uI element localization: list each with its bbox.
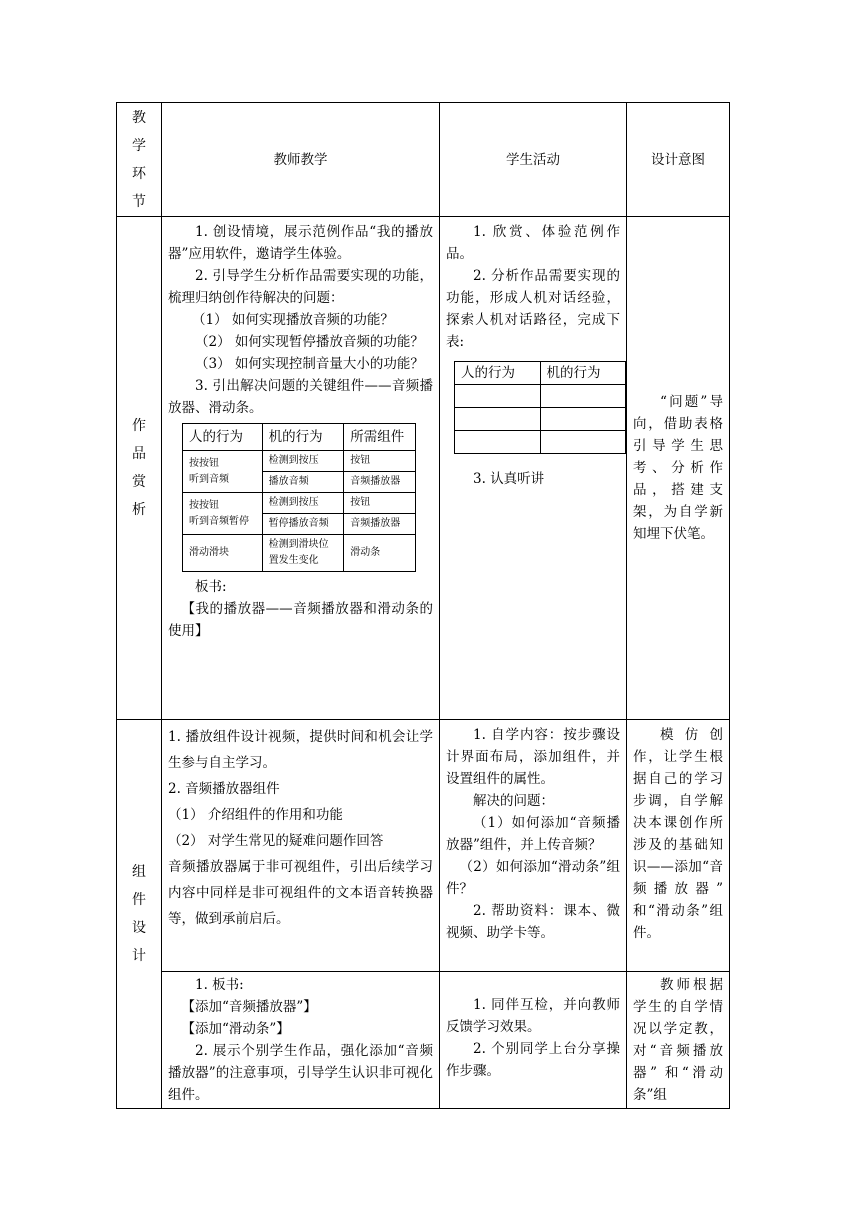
section-label-design: 组 件 设 计 xyxy=(117,720,162,1109)
student-cell-design-a: 1. 自学内容：按步骤设计界面布局，添加组件，并设置组件的属性。 解决的问题： （1）如何添加“音频播放器”组件，并上传音频？ （2）如何添加“滑动条”组件？ 2. 帮助资料：课本、微视频、助学卡等。 xyxy=(440,720,627,972)
student-cell-design-b: 1. 同伴互检，并向教师反馈学习效果。 2. 个别同学上台分享操作步骤。 xyxy=(440,972,627,1109)
stage-header: 教 学 环 节 xyxy=(117,103,162,217)
intent-cell-appreciation: “问题”导向，借助表格引导学生思考、分析作品，搭建支架，为自学新知埋下伏笔。 xyxy=(627,217,730,720)
intent-cell-design-b: 教师根据学生的自学情况以学定教，对“音频播放器” 和“滑动条”组 xyxy=(627,972,730,1109)
board-label: 板书: xyxy=(195,579,227,595)
student-cell-appreciation: 1. 欣赏、体验范例作品。 2. 分析作品需要实现的功能，形成人机对话经验，探索人机对话路径，完成下表: 人的行为 机的行为 3. 认真听讲 xyxy=(440,217,627,720)
teacher-cell-design-b: 1. 板书: 【添加“音频播放器”】 【添加“滑动条”】 2. 展示个别学生作品，强化添加“音频播放器”的注意事项，引导学生认识非可视化组件。 xyxy=(162,972,440,1109)
student-header: 学生活动 xyxy=(440,103,627,217)
section-design-a xyxy=(117,720,730,972)
lesson-plan-table xyxy=(116,102,730,1109)
section-appreciation xyxy=(117,217,730,720)
intent-header: 设计意图 xyxy=(627,103,730,217)
teacher-cell-appreciation: 1. 创设情境，展示范例作品“我的播放器”应用软件，邀请学生体验。 2. 引导学生分析作品需要实现的功能，梳理归纳创作待解决的问题： （1） 如何实现播放音频的功能？ （2） 如何实现暂停播放音频的功能？ （3） 如何实现控制音量大小的功能？ 3. 引出解决问题的关键组件——音频播放器、滑动条。 人的行为 机的行为 所需组件 按按钮 听到音频 检测到按压 按钮 播放音频 音频播放器 按按钮 听到音频暂停 检测到按压 按钮 暂停播放音频 音频播放器 滑动滑块 检测到滑块位置发生变化 滑动条 板书: 【我的播放器——音频播放器和滑动条的使用】 xyxy=(162,217,440,720)
section-design-b xyxy=(117,972,730,1109)
student-behavior-table: 人的行为 机的行为 xyxy=(454,361,626,454)
header-row xyxy=(117,103,730,217)
teacher-header: 教师教学 xyxy=(162,103,440,217)
board-text: 【我的播放器——音频播放器和滑动条的使用】 xyxy=(168,601,433,639)
teacher-cell-design-a: 1. 播放组件设计视频，提供时间和机会让学生参与自主学习。 2. 音频播放器组件 （1） 介绍组件的作用和功能 （2） 对学生常见的疑难问题作回答 音频播放器属于非可视组件，引出后续学习内容中同样是非可视组件的文本语音转换器等，做到承前启后。 xyxy=(162,720,440,972)
section-label-appreciation: 作 品 赏 析 xyxy=(117,217,162,720)
behavior-component-table: 人的行为 机的行为 所需组件 按按钮 听到音频 检测到按压 按钮 播放音频 音频播放器 按按钮 听到音频暂停 检测到按压 按钮 暂停播放音频 音频播放器 滑动滑块 检测到滑块位置发生变化 滑动条 xyxy=(182,423,416,572)
intent-cell-design-a: 模仿创作，让学生根据自己的学习步调，自学解决本课创作所涉及的基础知识——添加“音频播放器” 和“滑动条”组件。 xyxy=(627,720,730,972)
